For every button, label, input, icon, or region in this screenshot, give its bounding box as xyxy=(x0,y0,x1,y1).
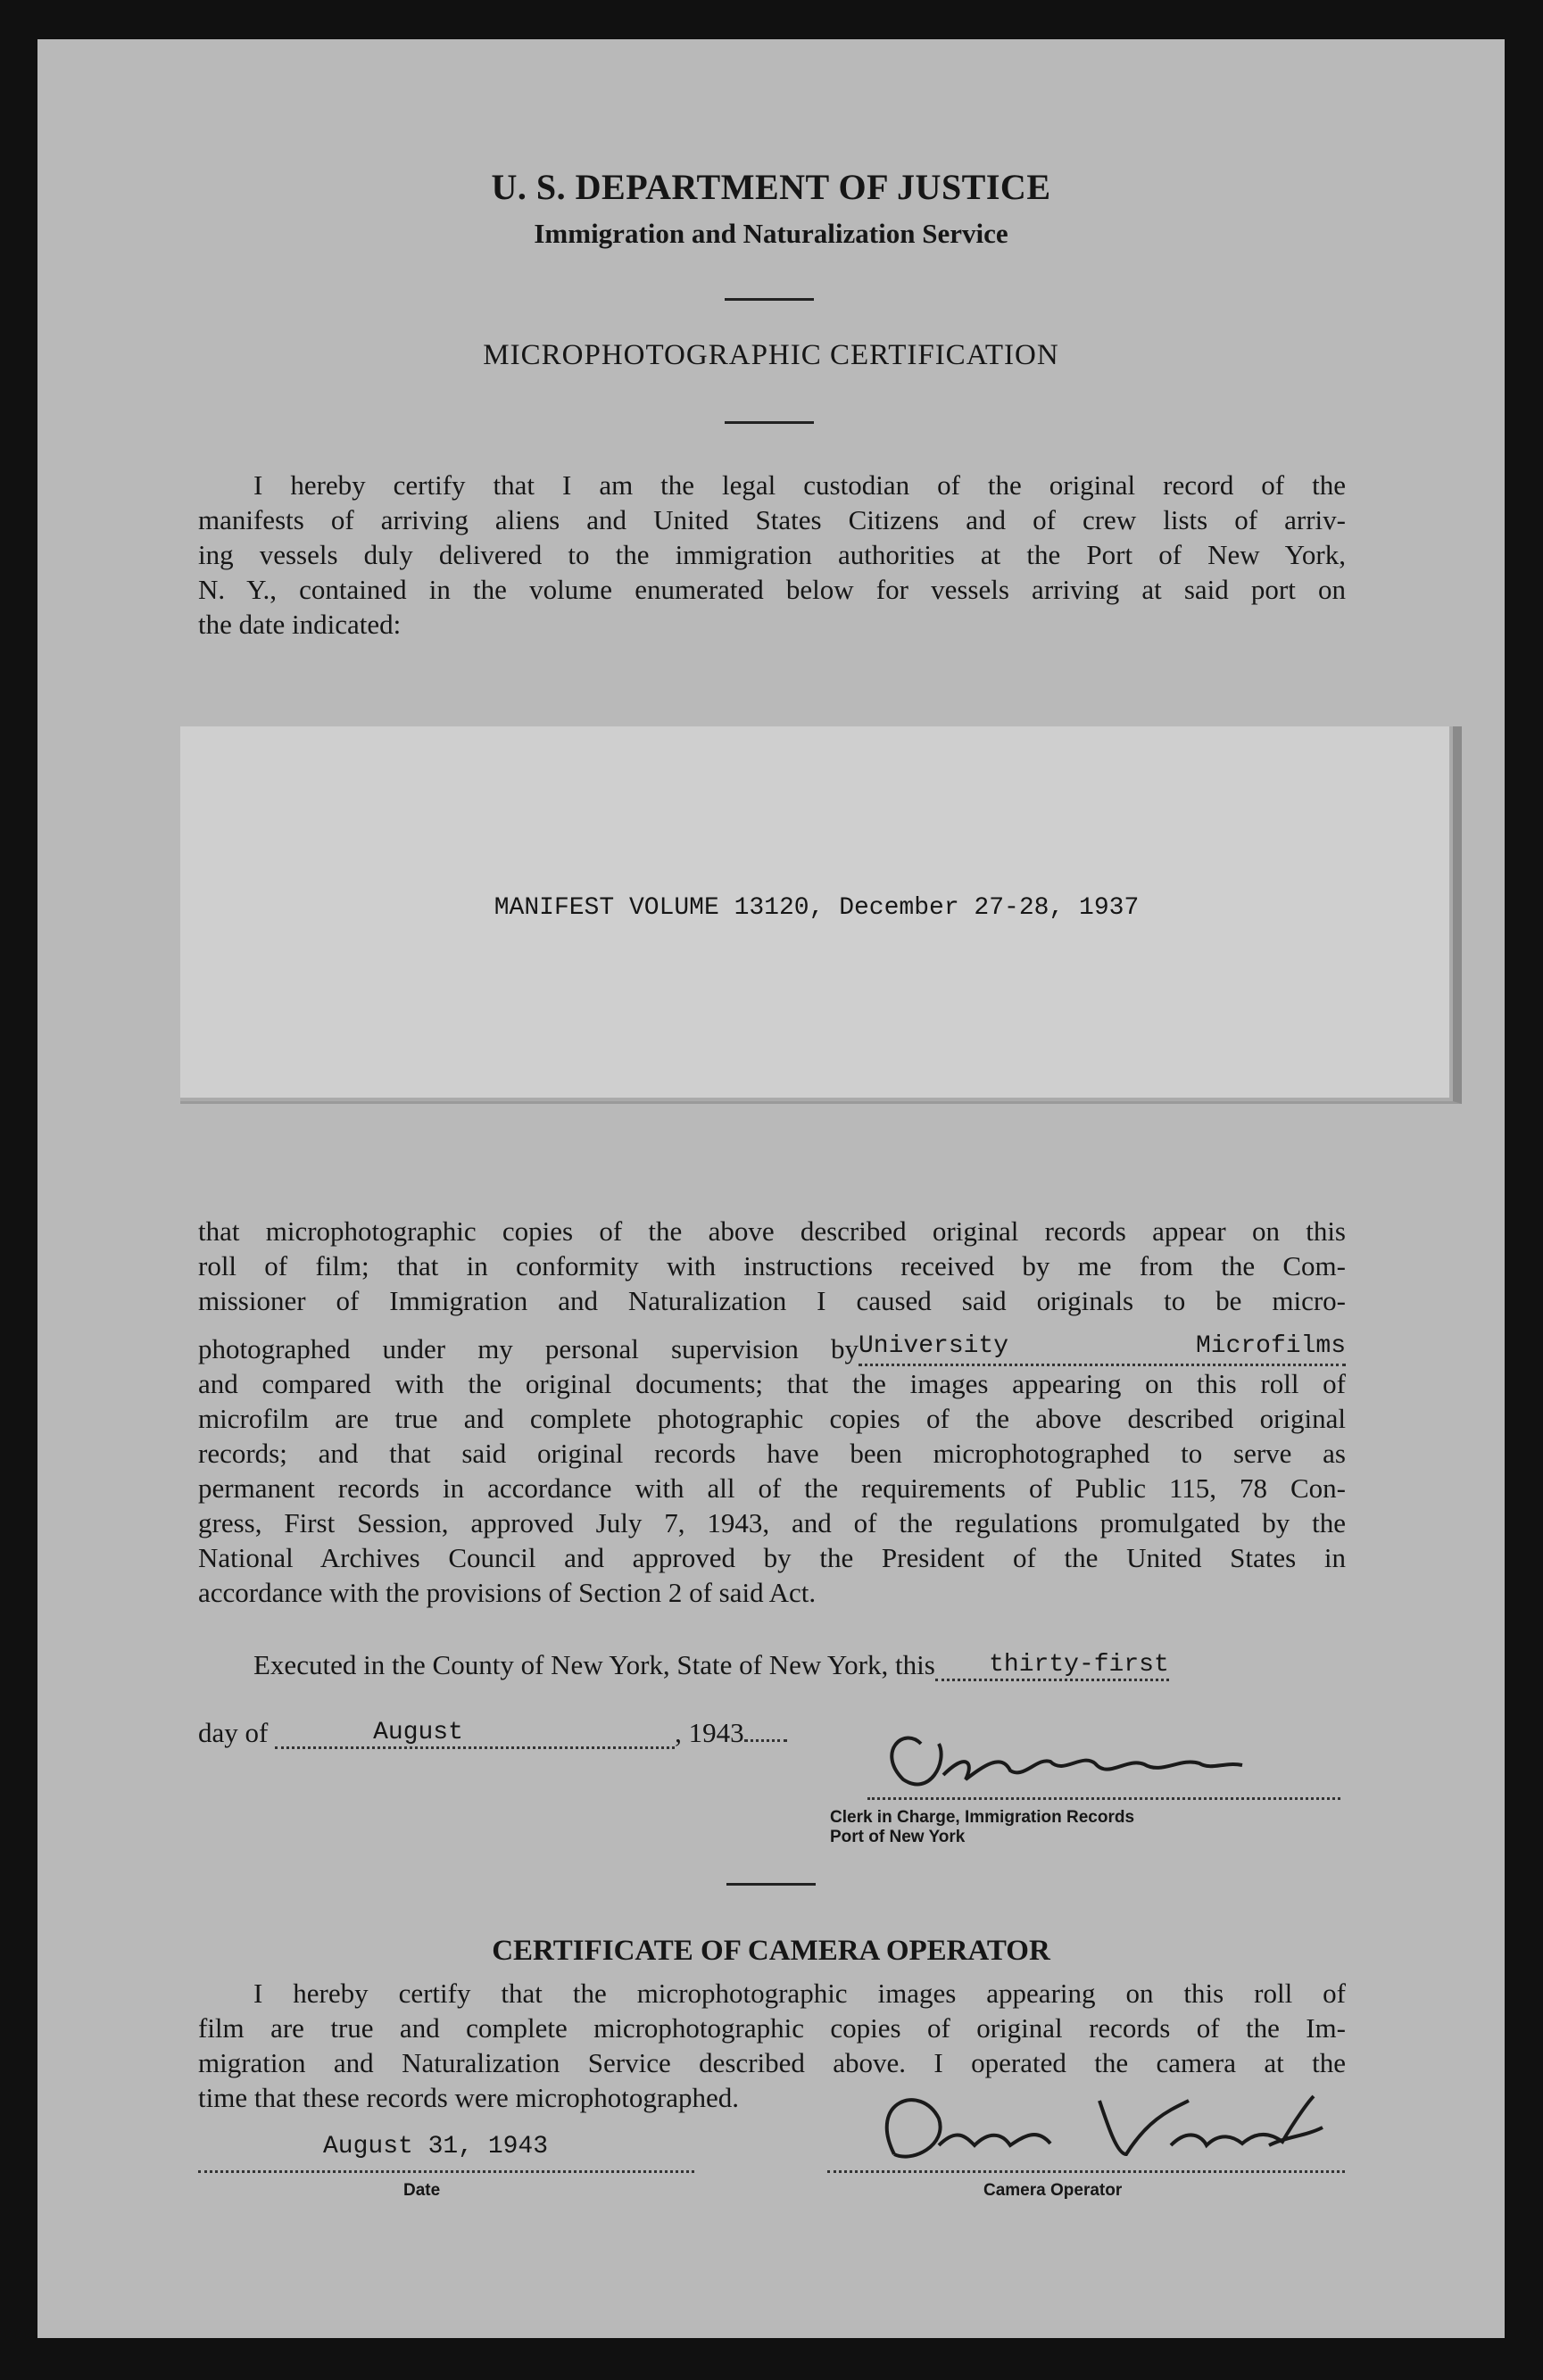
execution-line xyxy=(253,1646,1169,1681)
month-field xyxy=(275,1713,675,1749)
day-of-label: day of xyxy=(198,1717,269,1748)
supervision-line xyxy=(198,1325,1346,1366)
year-dots xyxy=(744,1739,787,1742)
manifest-volume-text: MANIFEST VOLUME 13120, December 27-28, 1937 xyxy=(494,894,1140,922)
camera-operator-signature xyxy=(841,2083,1340,2172)
divider-rule xyxy=(725,421,814,424)
paragraph-line: accordance with the provisions of Section 2 of said Act. xyxy=(198,1577,817,1608)
camera-operator-label: Camera Operator xyxy=(983,2181,1123,2200)
paragraph-line: migration and Naturalization Service described above. I operated the camera at the xyxy=(198,2047,1346,2078)
paragraph-line: the date indicated: xyxy=(198,609,402,640)
paragraph-line: ing vessels duly delivered to the immigration authorities at the Port of New York, xyxy=(198,539,1346,570)
certification-title: MICROPHOTOGRAPHIC CERTIFICATION xyxy=(483,339,1059,371)
intro-paragraph xyxy=(198,468,1346,642)
paragraph-line: N. Y., contained in the volume enumerated below for vessels arriving at said port on xyxy=(198,574,1346,605)
paragraph-line: records; and that said original records have been microphotographed to serve as xyxy=(198,1438,1346,1469)
paragraph-line: missioner of Immigration and Naturalization I caused said originals to be micro- xyxy=(198,1285,1346,1316)
date-line xyxy=(198,1713,787,1749)
divider-rule xyxy=(725,298,814,301)
manifest-volume-slip xyxy=(180,726,1462,1104)
camera-certificate-title: CERTIFICATE OF CAMERA OPERATOR xyxy=(492,1935,1050,1967)
operator-signature-line xyxy=(827,2170,1345,2173)
paragraph-line: film are true and complete microphotographic copies of original records of the Im- xyxy=(198,2012,1346,2044)
date-label: Date xyxy=(403,2181,441,2200)
paragraph-line: permanent records in accordance with all of the requirements of Public 115, 78 Con- xyxy=(198,1472,1346,1504)
execution-prefix: Executed in the County of New York, State of New York, this xyxy=(253,1649,935,1680)
date-signature-line xyxy=(198,2170,694,2173)
paragraph-line: gress, First Session, approved July 7, 1943, and of the regulations promulgated by the xyxy=(198,1507,1346,1538)
day-field xyxy=(935,1646,1169,1681)
clerk-title: Clerk in Charge, Immigration Records xyxy=(830,1808,1135,1827)
supervisor-value: University Microfilms xyxy=(859,1332,1346,1360)
year-value: , 1943 xyxy=(675,1717,744,1748)
paragraph-line: roll of film; that in conformity with instructions received by me from the Com- xyxy=(198,1250,1346,1281)
clerk-signature-line xyxy=(867,1797,1340,1800)
service-subtitle: Immigration and Naturalization Service xyxy=(534,218,1008,249)
body-paragraph xyxy=(198,1214,1346,1610)
supervisor-field xyxy=(859,1325,1346,1366)
paragraph-line: that microphotographic copies of the above described original records appear on this xyxy=(198,1215,1346,1247)
paragraph-line: microfilm are true and complete photographic copies of the above described original xyxy=(198,1403,1346,1434)
divider-rule xyxy=(726,1883,816,1886)
paragraph-line: National Archives Council and approved by the President of the United States in xyxy=(198,1542,1346,1573)
paragraph-line: manifests of arriving aliens and United States Citizens and of crew lists of arriv- xyxy=(198,504,1346,535)
clerk-location: Port of New York xyxy=(830,1828,966,1846)
month-value: August xyxy=(373,1719,463,1746)
paragraph-line: I hereby certify that I am the legal custodian of the original record of the xyxy=(253,469,1346,501)
certificate-page xyxy=(37,39,1505,2338)
clerk-signature xyxy=(867,1708,1367,1806)
paragraph-line: I hereby certify that the microphotographic images appearing on this roll of xyxy=(253,1978,1346,2009)
day-value: thirty-first xyxy=(989,1651,1169,1679)
supervision-prefix: photographed under my personal supervision by xyxy=(198,1333,859,1364)
department-title: U. S. DEPARTMENT OF JUSTICE xyxy=(491,167,1051,207)
camera-date-value: August 31, 1943 xyxy=(323,2133,549,2160)
paragraph-line: time that these records were microphotographed. xyxy=(198,2082,739,2113)
paragraph-line: and compared with the original documents; that the images appearing on this roll of xyxy=(198,1368,1346,1399)
